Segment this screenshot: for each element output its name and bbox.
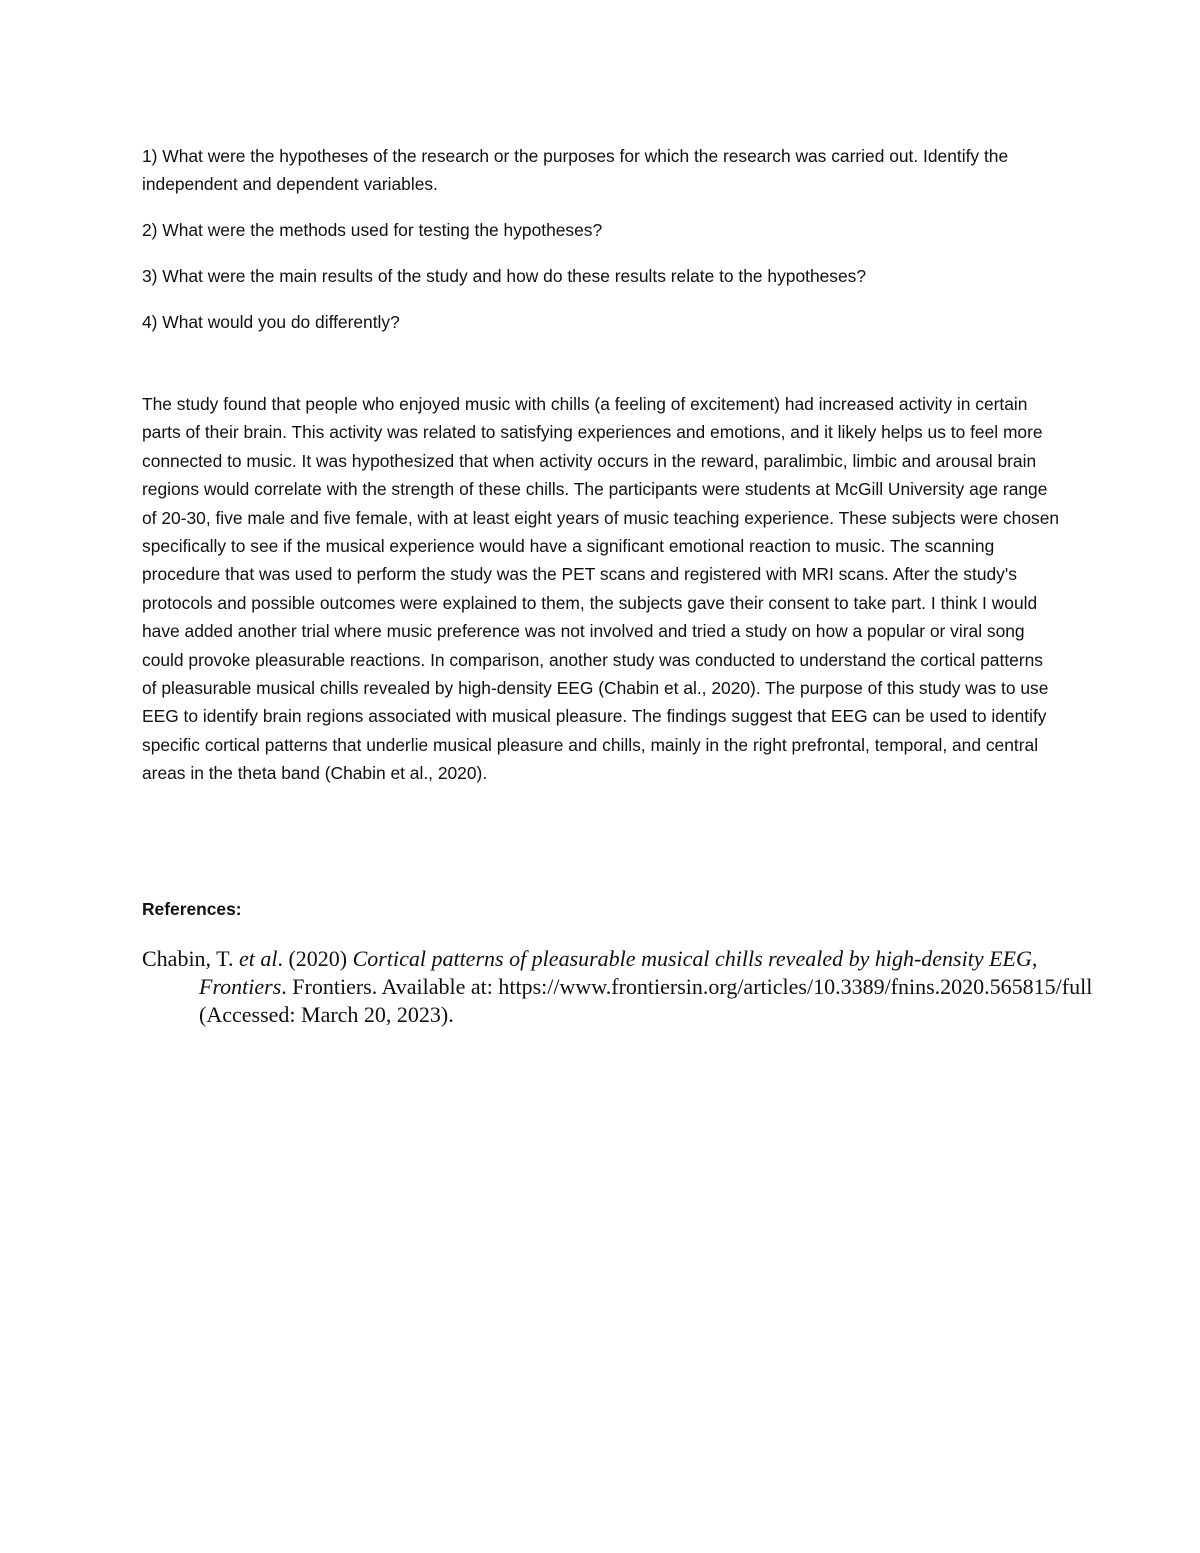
references-heading: References: [142,898,242,919]
body-paragraph: The study found that people who enjoyed music with chills (a feeling of excitement) had increased activity in certain parts of their brain. This activity was related to satisfying experiences and emotions, and it likely helps us to feel more connected to music. It was hypothesized that when activity occurs in the reward, paralimbic, limbic and arousal brain regions would correlate with the strength of these chills. The participants were students at McGill University age range of 20-30, five male and five female, with at least eight years of music teaching experience. These subjects were chosen specifically to see if the musical experience would have a significant emotional reaction to music. The scanning procedure that was used to perform the study was the PET scans and registered with MRI scans. After the study's protocols and possible outcomes were explained to them, the subjects gave their consent to take part. I think I would have added another trial where music preference was not involved and tried a study on how a popular or viral song could provoke pleasurable reactions. In comparison, another study was conducted to understand the cortical patterns of pleasurable musical chills revealed by high-density EEG (Chabin et al., 2020). The purpose of this study was to use EEG to identify brain regions associated with musical pleasure. The findings suggest that EEG can be used to identify specific cortical patterns that underlie musical pleasure and chills, mainly in the right prefrontal, temporal, and central areas in the theta band (Chabin et al., 2020). [142,394,1060,784]
reference-author: Chabin, T. [142,945,239,971]
document-content [142,142,1093,1029]
reference-rest: . Frontiers. Available at: https://www.frontiersin.org/articles/10.3389/fnins.2020.565815/full (Accessed: March 20, 2023). [199,973,1093,1027]
question-1: 1) What were the hypotheses of the research or the purposes for which the research was carried out. Identify the independent and dependent variables. [142,146,1009,194]
question-3: 3) What were the main results of the study and how do these results relate to the hypotheses? [142,266,867,286]
reference-etal: et al [238,945,278,971]
reference-title: Cortical patterns of pleasurable musical chills revealed by high-density EEG [352,945,1032,971]
reference-year: . (2020) [277,945,353,971]
reference-journal: Frontiers [199,973,282,999]
reference-separator: , [1031,945,1038,971]
question-list [142,142,1062,336]
question-4: 4) What would you do differently? [142,312,400,332]
question-2: 2) What were the methods used for testing the hypotheses? [142,220,603,240]
reference-entry [142,945,1119,1029]
